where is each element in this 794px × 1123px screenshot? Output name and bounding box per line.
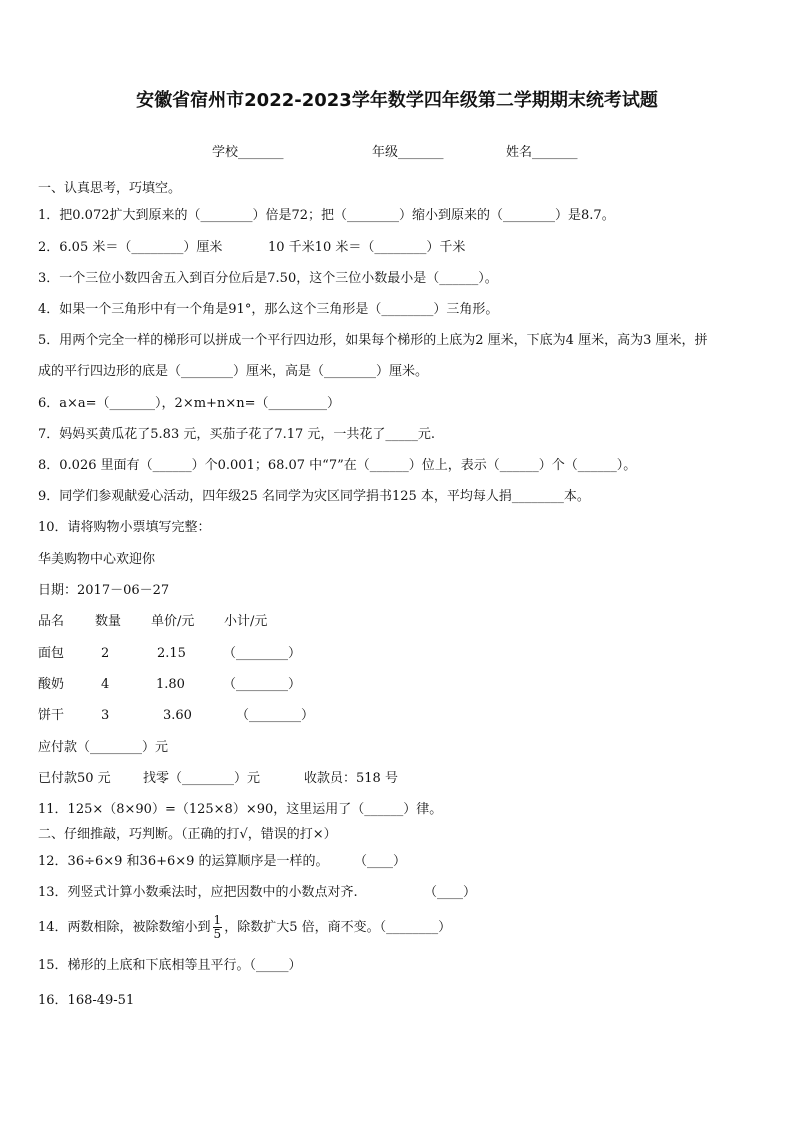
receipt-cashier: 收款员：518 号 — [304, 771, 398, 786]
question-3: 3．一个三位小数四舍五入到百分位后是7.50，这个三位小数最小是（______）。 — [38, 271, 498, 286]
question-2-part-b: 10 千米10 米＝（________）千米 — [268, 240, 466, 255]
receipt-cell-subtotal[interactable]: （________） — [223, 677, 302, 692]
receipt-cell-subtotal[interactable]: （________） — [236, 708, 315, 723]
question-13-text: 13．列竖式计算小数乘法时，应把因数中的小数点对齐. — [38, 885, 358, 900]
fraction-denominator: 5 — [213, 927, 222, 941]
question-8: 8．0.026 里面有（______）个0.001；68.07 中“7”在（______）位上，表示（______）个（______）。 — [38, 458, 637, 473]
question-5-line-2: 成的平行四边形的底是（________）厘米，高是（________）厘米。 — [38, 364, 429, 379]
receipt-change: 找零（________）元 — [143, 771, 261, 786]
receipt-cell-price: 1.80 — [156, 677, 185, 692]
section-1-heading: 一、认真思考，巧填空。 — [38, 181, 182, 196]
question-14-text-before: 14．两数相除，被除数缩小到 — [38, 920, 211, 935]
question-14-text-after: ，除数扩大5 倍，商不变。（________） — [224, 920, 452, 935]
question-11: 11．125×（8×90）=（125×8）×90，这里运用了（______）律。 — [38, 802, 443, 817]
question-2-part-a: 2．6.05 米＝（________）厘米 — [38, 240, 223, 255]
section-2-heading: 二、仔细推敲，巧判断。（正确的打√，错误的打×） — [38, 827, 337, 842]
receipt-store: 华美购物中心欢迎你 — [38, 552, 156, 567]
header-subtotal: 小计/元 — [224, 614, 268, 629]
question-6: 6．a×a=（_______），2×m+n×n=（_________） — [38, 396, 340, 411]
question-14 — [38, 911, 764, 945]
question-15: 15．梯形的上底和下底相等且平行。（_____） — [38, 958, 302, 973]
header-item: 品名 — [38, 614, 65, 629]
question-10: 10．请将购物小票填写完整： — [38, 520, 211, 535]
question-13-answer-blank[interactable]: （____） — [424, 885, 477, 900]
question-5-line-1: 5．用两个完全一样的梯形可以拼成一个平行四边形，如果每个梯形的上底为2 厘米，下底为4 厘米，高为3 厘米，拼 — [38, 333, 708, 348]
question-9: 9．同学们参观献爱心活动，四年级25 名同学为灾区同学捐书125 本，平均每人捐________本。 — [38, 489, 590, 504]
question-16: 16．168-49-51 — [38, 993, 135, 1008]
receipt-paid: 已付款50 元 — [38, 771, 111, 786]
receipt-date: 日期：2017－06－27 — [38, 583, 170, 598]
receipt-cell-item: 饼干 — [38, 708, 65, 723]
receipt-cell-item: 面包 — [38, 646, 65, 661]
receipt-cell-subtotal[interactable]: （________） — [223, 646, 302, 661]
receipt-payable: 应付款（________）元 — [38, 740, 169, 755]
question-2 — [38, 239, 764, 257]
question-13 — [38, 884, 764, 902]
receipt-cell-price: 2.15 — [157, 646, 186, 661]
receipt-cell-qty: 3 — [101, 708, 110, 723]
receipt-cell-qty: 4 — [101, 677, 110, 692]
fraction-one-fifth — [213, 914, 223, 941]
header-qty: 数量 — [95, 614, 122, 629]
question-12-answer-blank[interactable]: （____） — [354, 854, 407, 869]
header-price: 单价/元 — [151, 614, 195, 629]
receipt-cell-price: 3.60 — [163, 708, 192, 723]
question-12-text: 12．36÷6×9 和36+6×9 的运算顺序是一样的。 — [38, 854, 329, 869]
receipt-cell-item: 酸奶 — [38, 677, 65, 692]
receipt-cell-qty: 2 — [101, 646, 110, 661]
question-7: 7．妈妈买黄瓜花了5.83 元，买茄子花了7.17 元，一共花了_____元. — [38, 427, 436, 442]
name-field[interactable]: 姓名_______ — [506, 145, 578, 160]
question-4: 4．如果一个三角形中有一个角是91°，那么这个三角形是（________）三角形。 — [38, 302, 499, 317]
school-field[interactable]: 学校_______ — [212, 145, 284, 160]
page-title: 安徽省宿州市2022-2023学年数学四年级第二学期期末统考试题 — [136, 90, 658, 111]
question-12 — [38, 853, 764, 871]
grade-field[interactable]: 年级_______ — [372, 145, 444, 160]
question-1: 1．把0.072扩大到原来的（________）倍是72；把（________）缩小到原来的（________）是8.7。 — [38, 208, 615, 223]
fraction-numerator: 1 — [213, 913, 222, 927]
